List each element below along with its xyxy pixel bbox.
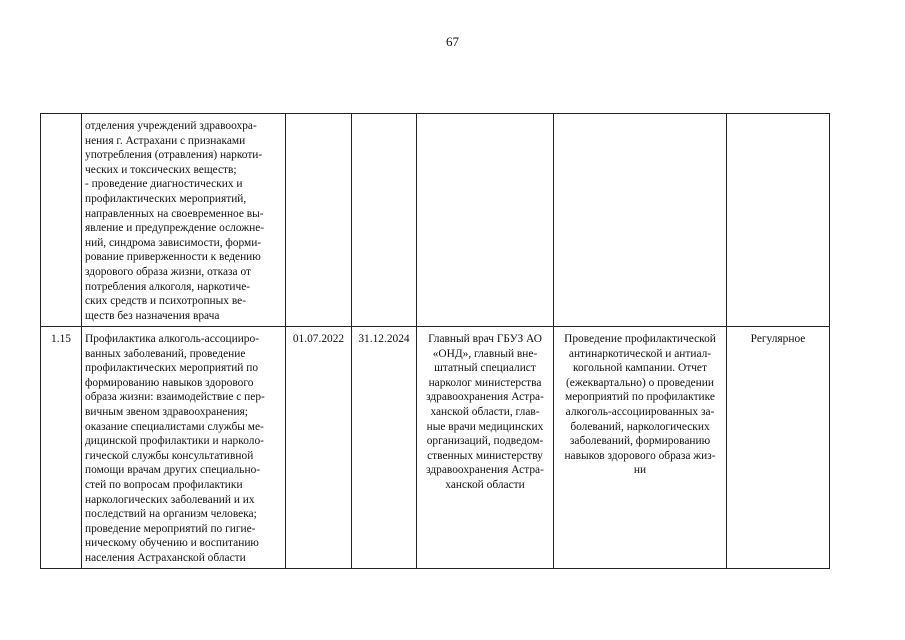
responsible-line: организаций, подведом- [426,435,544,448]
periodicity-cell: Регулярное [727,327,830,569]
responsible-line: ханской области [445,478,525,491]
description-line: ванных заболеваний, проведение [85,347,246,360]
responsible-line: «ОНД», главный вне- [432,347,538,360]
result-line: заболеваний, формированию [569,435,711,448]
description-line: гической службы консультативной [85,449,254,462]
result-cell [554,114,727,327]
description-line: образа жизни: взаимодействие с пер- [85,391,265,404]
description-line: профилактических мероприятий по [85,362,259,375]
measures-table [40,113,830,569]
row-number-cell [41,114,82,327]
responsible-line: штатный специалист [434,362,536,375]
result-line: алкоголь-ассоциированных за- [565,405,715,418]
result-line: ни [633,464,647,477]
result-cell [554,327,727,569]
description-line: последствий на организм человека; [85,508,257,521]
start-date-cell [286,114,352,327]
description-line: формированию навыков здорового [85,376,254,389]
description-line: ществ без назначения врача [85,309,220,322]
description-line: нения г. Астрахани с признаками [85,134,246,147]
page-number: 67 [446,34,459,49]
measure-description-cell [82,327,286,569]
description-line: помощи врачам других специально- [85,464,261,477]
description-line: употребления (отравления) наркоти- [85,149,263,162]
description-line: населения Астраханской области [85,551,246,564]
description-line: явление и предупреждение осложне- [85,222,265,235]
table-row [41,327,830,569]
result-line: мероприятий по профилактике [565,391,715,404]
result-line: навыков здорового образа жиз- [564,449,716,462]
responsible-line: ханской области, глав- [430,405,540,418]
responsible-line: ственных министерству [427,449,543,462]
description-line: рование приверженности к ведению [85,251,261,264]
end-date-cell [352,114,417,327]
row-number-cell: 1.15 [41,327,82,569]
responsible-line: здравоохранения Астра- [426,391,544,404]
description-line: стей по вопросам профилактики [85,478,243,491]
description-line: ний, синдрома зависимости, форми- [85,236,262,249]
result-line: Проведение профилактической [564,333,716,345]
periodicity-cell [727,114,830,327]
table-row [41,114,830,327]
result-line: антинаркотической и антиал- [568,347,712,360]
description-line: Профилактика алкоголь-ассоцииро- [85,333,259,345]
description-line: оказание специалистами службы ме- [85,420,264,433]
responsible-line: нарколог министерства [428,376,542,389]
description-line: потребления алкоголя, наркотиче- [85,280,251,293]
description-line: - проведение диагностических и [85,178,243,191]
description-line: ских средств и психотропных ве- [85,295,246,308]
responsible-cell [417,327,554,569]
measure-description-cell [82,114,286,327]
description-line: дицинской профилактики и нарколо- [85,435,264,448]
description-line: отделения учреждений здравоохра- [85,120,257,132]
description-line: проведение мероприятий по гигие- [85,522,256,535]
result-line: (ежеквартально) о проведении [566,376,714,389]
responsible-line: ные врачи медицинских [426,420,544,433]
description-line: вичным звеном здравоохранения; [85,405,248,418]
start-date-cell: 01.07.2022 [286,327,352,569]
end-date-cell: 31.12.2024 [352,327,417,569]
result-line: болеваний, наркологических [570,420,710,433]
description-line: ческих и токсических веществ; [85,163,237,176]
result-line: когольной кампании. Отчет [573,362,707,375]
description-line: здорового образа жизни, отказа от [85,265,251,278]
responsible-cell [417,114,554,327]
responsible-line: Главный врач ГБУЗ АО [428,333,542,345]
description-line: профилактических мероприятий, [85,192,247,205]
description-line: направленных на своевременное вы- [85,207,264,220]
description-line: ническому обучению и воспитанию [85,537,259,550]
description-line: наркологических заболеваний и их [85,493,255,506]
responsible-line: здравоохранения Астра- [426,464,544,477]
